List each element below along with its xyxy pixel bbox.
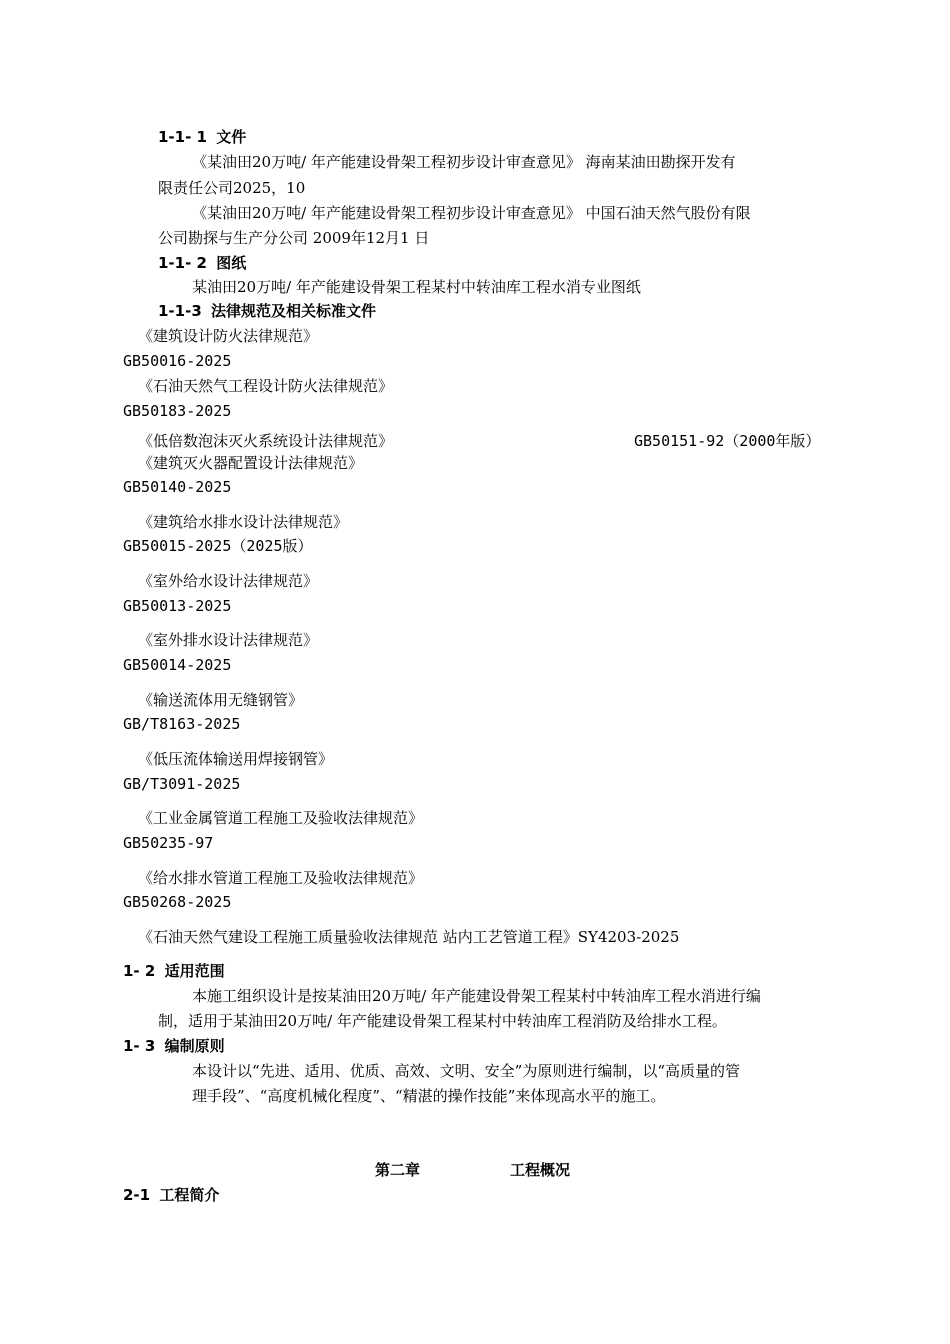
scope-line1: 本施工组织设计是按某油田20万吨/ 年产能建设骨架工程某村中转油库工程水消进行编 bbox=[192, 987, 761, 1005]
section-title: 编制原则 bbox=[164, 1037, 225, 1055]
drawing-line: 某油田20万吨/ 年产能建设骨架工程某村中转油库工程水消专业图纸 bbox=[192, 278, 641, 296]
standard-name: 《低压流体输送用焊接钢管》 bbox=[138, 750, 334, 768]
doc1-line1: 《某油田20万吨/ 年产能建设骨架工程初步设计审查意见》 海南某油田勘探开发有 bbox=[192, 153, 736, 171]
section-heading-1-2 bbox=[123, 961, 225, 981]
standard-code: GB50268-2025 bbox=[123, 893, 232, 911]
standard-code: GB/T8163-2025 bbox=[123, 715, 241, 733]
standard-code: GB50015-2025（2025版） bbox=[123, 537, 313, 555]
section-title: 工程简介 bbox=[159, 1186, 220, 1204]
standard-name: 《低倍数泡沫灭火系统设计法律规范》 bbox=[138, 432, 394, 450]
section-title: 适用范围 bbox=[164, 962, 225, 980]
standard-code: GB50014-2025 bbox=[123, 656, 232, 674]
standard-name: 《室外给水设计法律规范》 bbox=[138, 572, 319, 590]
section-number: 1-1-3 bbox=[158, 302, 202, 320]
chapter-title: 工程概况 bbox=[510, 1161, 571, 1179]
section-number: 1- 2 bbox=[123, 962, 156, 980]
section-heading-1-1-1 bbox=[158, 127, 246, 147]
principle-line1: 本设计以“先进、适用、优质、高效、文明、安全”为原则进行编制，以“高质量的管 bbox=[192, 1062, 741, 1080]
doc2-line1: 《某油田20万吨/ 年产能建设骨架工程初步设计审查意见》 中国石油天然气股份有限 bbox=[192, 204, 751, 222]
standard-name: 《建筑给水排水设计法律规范》 bbox=[138, 513, 349, 531]
doc1-line2: 限责任公司2025，10 bbox=[158, 179, 306, 197]
scope-line2: 制，适用于某油田20万吨/ 年产能建设骨架工程某村中转油库工程消防及给排水工程。 bbox=[158, 1012, 727, 1030]
section-number: 2-1 bbox=[123, 1186, 151, 1204]
section-title: 法律规范及相关标准文件 bbox=[211, 302, 377, 320]
standard-name: 《建筑灭火器配置设计法律规范》 bbox=[138, 454, 364, 472]
standard-name: 《工业金属管道工程施工及验收法律规范》 bbox=[138, 809, 424, 827]
standard-code: GB50013-2025 bbox=[123, 597, 232, 615]
standard-code: GB50183-2025 bbox=[123, 402, 232, 420]
doc2-line2: 公司勘探与生产分公司 2009年12月1 日 bbox=[158, 229, 430, 247]
section-number: 1-1- 2 bbox=[158, 254, 207, 272]
section-title: 图纸 bbox=[216, 254, 247, 272]
chapter-number: 第二章 bbox=[375, 1161, 421, 1179]
standard-code: GB50016-2025 bbox=[123, 352, 232, 370]
section-heading-1-3 bbox=[123, 1036, 225, 1056]
standard-code: GB50140-2025 bbox=[123, 478, 232, 496]
standard-name: 《给水排水管道工程施工及验收法律规范》 bbox=[138, 869, 424, 887]
standard-name: 《石油天然气工程设计防火法律规范》 bbox=[138, 377, 394, 395]
section-heading-2-1 bbox=[123, 1185, 219, 1205]
section-heading-1-1-2 bbox=[158, 253, 246, 273]
standard-code: GB50235-97 bbox=[123, 834, 214, 852]
standard-code: GB/T3091-2025 bbox=[123, 775, 241, 793]
standard-name: 《石油天然气建设工程施工质量验收法律规范 站内工艺管道工程》SY4203-2025 bbox=[138, 928, 680, 946]
section-title: 文件 bbox=[216, 128, 247, 146]
standard-name: 《输送流体用无缝钢管》 bbox=[138, 691, 304, 709]
section-heading-1-1-3 bbox=[158, 301, 376, 321]
standard-code: GB50151-92（2000年版） bbox=[634, 432, 821, 450]
standard-name: 《建筑设计防火法律规范》 bbox=[138, 327, 319, 345]
principle-line2: 理手段”、“高度机械化程度”、“精湛的操作技能”来体现高水平的施工。 bbox=[192, 1087, 666, 1105]
standard-name: 《室外排水设计法律规范》 bbox=[138, 631, 319, 649]
section-number: 1-1- 1 bbox=[158, 128, 207, 146]
section-number: 1- 3 bbox=[123, 1037, 156, 1055]
